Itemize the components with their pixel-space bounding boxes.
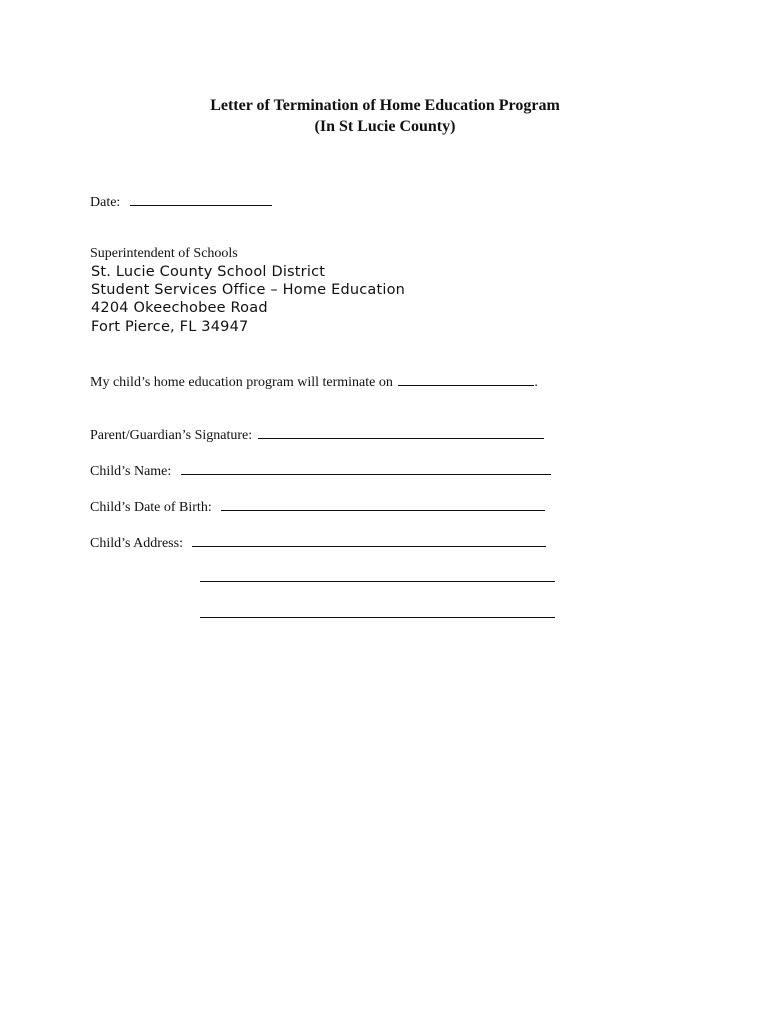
signature-label: Parent/Guardian’s Signature:: [90, 428, 253, 443]
child-dob-label: Child’s Date of Birth:: [90, 500, 212, 515]
signature-row: [90, 425, 544, 445]
child-name-label: Child’s Name:: [90, 464, 172, 479]
recipient-district: St. Lucie County School District: [91, 264, 326, 280]
statement-period: .: [534, 375, 538, 390]
child-address-blank-1[interactable]: [192, 533, 546, 547]
recipient-office: Student Services Office – Home Education: [91, 282, 406, 298]
child-name-blank[interactable]: [181, 461, 551, 475]
document-title: Letter of Termination of Home Education Program: [210, 97, 560, 114]
date-label: Date:: [90, 195, 121, 210]
termination-date-blank[interactable]: [398, 372, 534, 386]
child-dob-row: [90, 497, 545, 517]
child-address-blank-2[interactable]: [200, 581, 555, 582]
child-address-label: Child’s Address:: [90, 536, 183, 551]
document-subtitle: (In St Lucie County): [314, 118, 456, 135]
date-blank[interactable]: [130, 192, 272, 206]
child-name-row: [90, 461, 551, 481]
statement-text: My child’s home education program will terminate on: [90, 375, 393, 390]
recipient-salutation: Superintendent of Schools: [90, 246, 238, 261]
child-dob-blank[interactable]: [221, 497, 545, 511]
recipient-street: 4204 Okeechobee Road: [91, 300, 268, 316]
child-address-blank-3[interactable]: [200, 617, 555, 618]
date-row: [90, 192, 272, 212]
termination-statement: [90, 372, 538, 392]
signature-blank[interactable]: [258, 425, 544, 439]
child-address-row: [90, 533, 546, 553]
recipient-city: Fort Pierce, FL 34947: [91, 319, 249, 335]
